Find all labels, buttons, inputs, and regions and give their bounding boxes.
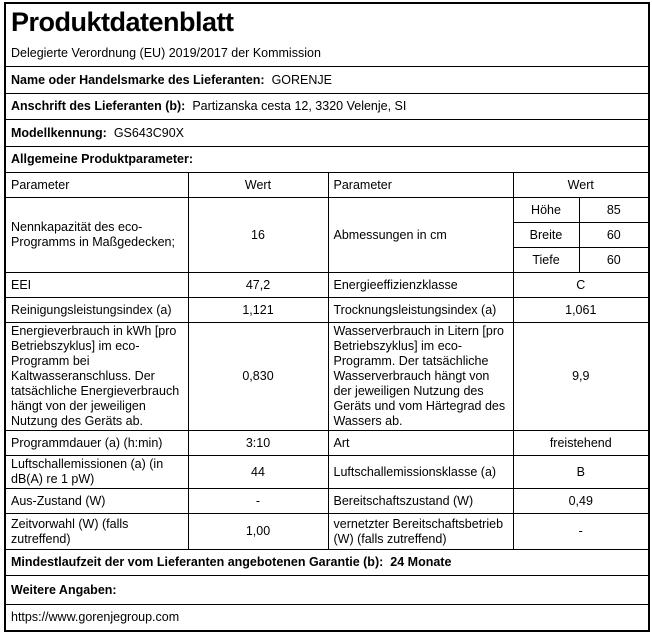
noise-class-value: B — [513, 456, 649, 489]
general-params-section-cell — [5, 147, 649, 173]
model-id-value: GS643C90X — [113, 125, 185, 140]
supplier-address-row — [5, 94, 649, 120]
header-wert-right: Wert — [513, 173, 649, 198]
type-label: Art — [328, 431, 513, 456]
networked-standby-value: - — [513, 514, 649, 550]
program-duration-label: Programmdauer (a) (h:min) — [5, 431, 188, 456]
supplier-address-value: Partizanska cesta 12, 3320 Velenje, SI — [192, 99, 407, 113]
title-row — [5, 3, 649, 67]
type-value: freistehend — [513, 431, 649, 456]
website-row — [5, 605, 649, 632]
header-wert-left: Wert — [188, 173, 328, 198]
model-id-cell — [5, 120, 649, 147]
standby-value: 0,49 — [513, 489, 649, 514]
supplier-address-label: Anschrift des Lieferanten (b): — [11, 99, 186, 113]
dimension-name-hoehe: Höhe — [513, 198, 579, 223]
drying-index-label: Trocknungsleistungsindex (a) — [328, 298, 513, 323]
more-info-cell — [5, 576, 649, 605]
delay-start-label: Zeitvorwahl (W) (falls zutreffend) — [5, 514, 188, 550]
dimensions-label: Abmessungen in cm — [328, 198, 513, 273]
eei-label: EEI — [5, 273, 188, 298]
product-data-table — [4, 2, 650, 632]
networked-standby-label: vernetzter Bereitschaftsbetrieb (W) (falls zutreffend) — [328, 514, 513, 550]
eei-row — [5, 273, 649, 298]
column-header-row — [5, 173, 649, 198]
supplier-address-cell — [5, 94, 649, 120]
dimension-value-breite: 60 — [579, 223, 649, 248]
noise-class-label: Luftschallemissionsklasse (a) — [328, 456, 513, 489]
energy-water-row — [5, 323, 649, 431]
delay-networked-row — [5, 514, 649, 550]
supplier-name-label: Name oder Handelsmarke des Lieferanten: — [11, 72, 265, 87]
title-cell — [5, 3, 649, 67]
cleaning-index-label: Reinigungsleistungsindex (a) — [5, 298, 188, 323]
warranty-value: 24 Monate — [390, 555, 452, 569]
capacity-value: 16 — [188, 198, 328, 273]
regulation-subtitle: Delegierte Verordnung (EU) 2019/2017 der Kommission — [11, 46, 321, 60]
supplier-name-row — [5, 67, 649, 94]
model-id-label: Modellkennung: — [11, 125, 107, 140]
cleaning-index-value: 1,121 — [188, 298, 328, 323]
off-mode-value: - — [188, 489, 328, 514]
warranty-cell — [5, 550, 649, 576]
drying-index-value: 1,061 — [513, 298, 649, 323]
noise-emissions-value: 44 — [188, 456, 328, 489]
header-parameter-right: Parameter — [328, 173, 513, 198]
dimension-value-tiefe: 60 — [579, 248, 649, 273]
supplier-name-cell — [5, 67, 649, 94]
cleaning-drying-row — [5, 298, 649, 323]
dimension-value-hoehe: 85 — [579, 198, 649, 223]
off-mode-label: Aus-Zustand (W) — [5, 489, 188, 514]
more-info-row — [5, 576, 649, 605]
eei-value: 47,2 — [188, 273, 328, 298]
capacity-label: Nennkapazität des eco-Programms in Maßgedecken; — [5, 198, 188, 273]
duration-type-row — [5, 431, 649, 456]
more-info-label: Weitere Angaben: — [11, 582, 117, 597]
program-duration-value: 3:10 — [188, 431, 328, 456]
energy-consumption-label: Energieverbrauch in kWh [pro Betriebszyklus] im eco-Programm bei Kaltwasseranschluss. Der tatsächliche Energieverbrauch hängt von der jeweiligen Nutzung des Geräts ab. — [5, 323, 188, 431]
energy-class-label: Energieeffizienzklasse — [328, 273, 513, 298]
supplier-name-value: GORENJE — [271, 72, 333, 87]
warranty-row — [5, 550, 649, 576]
standby-label: Bereitschaftszustand (W) — [328, 489, 513, 514]
model-id-row — [5, 120, 649, 147]
header-parameter-left: Parameter — [5, 173, 188, 198]
website-link[interactable]: https://www.gorenjegroup.com — [11, 610, 180, 624]
off-standby-row — [5, 489, 649, 514]
energy-consumption-value: 0,830 — [188, 323, 328, 431]
noise-row — [5, 456, 649, 489]
water-consumption-label: Wasserverbrauch in Litern [pro Betriebszyklus] im eco-Programm. Der tatsächliche Wasserverbrauch hängt von der jeweiligen Nutzung des Geräts und vom Härtegrad des Wassers ab. — [328, 323, 513, 431]
general-params-label: Allgemeine Produktparameter: — [11, 152, 193, 166]
capacity-dimensions-row — [5, 198, 649, 223]
water-consumption-value: 9,9 — [513, 323, 649, 431]
delay-start-value: 1,00 — [188, 514, 328, 550]
dimension-name-breite: Breite — [513, 223, 579, 248]
page-title: Produktdatenblatt — [11, 7, 234, 37]
energy-class-value: C — [513, 273, 649, 298]
warranty-label: Mindestlaufzeit der vom Lieferanten angebotenen Garantie (b): — [11, 555, 384, 569]
website-cell — [5, 605, 649, 632]
noise-emissions-label: Luftschallemissionen (a) (in dB(A) re 1 pW) — [5, 456, 188, 489]
general-params-section-row — [5, 147, 649, 173]
dimension-name-tiefe: Tiefe — [513, 248, 579, 273]
